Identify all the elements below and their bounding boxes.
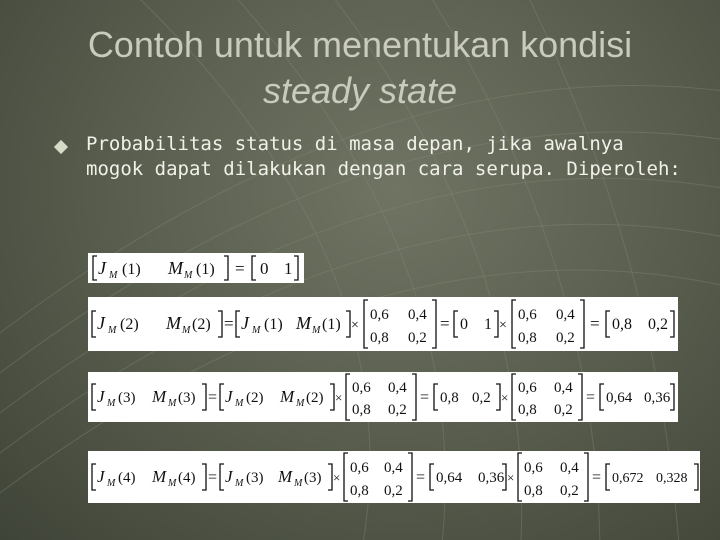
eq3-equals-3: = (586, 389, 596, 406)
eq4-times-2: × (507, 470, 515, 485)
eq3-prev-arg2: (2) (306, 390, 324, 406)
eq2-m1-p21: 0,8 (370, 330, 389, 346)
eq3-m1-p12: 0,4 (388, 380, 407, 396)
eq1-equals: = (235, 259, 245, 278)
eq3-j-sub: M (107, 398, 116, 409)
eq2-m2-p11: 0,6 (518, 307, 537, 323)
title-line-2: steady state (262, 70, 458, 111)
eq4-arg1: (4) (118, 470, 136, 486)
eq1-m: M (168, 258, 183, 278)
eq2-prev-arg1: (1) (264, 316, 283, 333)
eq2-equals-1: = (224, 314, 234, 333)
eq4-arg2: (4) (178, 470, 196, 486)
eq3-j: J (97, 387, 105, 406)
equation-2 (88, 297, 678, 351)
eq2-arg2: (2) (192, 316, 211, 333)
eq4-prev-arg2: (3) (304, 470, 322, 486)
eq3-prev-v2: 0,2 (472, 390, 491, 406)
eq3-m2-p11: 0,6 (518, 380, 537, 396)
eq2-prev-v2: 1 (484, 316, 492, 333)
eq4-m-prev-sub: M (294, 478, 303, 489)
eq4-result-1: 0,672 (612, 471, 644, 486)
eq1-arg1: (1) (122, 261, 141, 278)
eq4-prev-v1: 0,64 (436, 470, 463, 486)
eq3-m2-p21: 0,8 (518, 402, 537, 418)
eq3-result-2: 0,36 (644, 390, 671, 406)
eq4-j-prev-sub: M (235, 478, 244, 489)
eq1-j-sub: M (109, 270, 118, 281)
eq4-prev-arg1: (3) (246, 470, 264, 486)
eq4-prev-v2: 0,36 (478, 470, 505, 486)
eq3-m2-p22: 0,2 (554, 402, 573, 418)
eq2-m-sub: M (182, 325, 191, 336)
eq2-times-1: × (351, 318, 359, 333)
eq3-m: M (152, 387, 167, 406)
eq2-j-prev-sub: M (252, 325, 261, 336)
eq2-m: M (166, 313, 181, 333)
eq3-m-prev-sub: M (296, 398, 305, 409)
eq2-j-sub: M (108, 325, 117, 336)
eq1-v1: 0 (260, 259, 269, 278)
eq3-m-sub: M (168, 398, 177, 409)
eq4-m2-p11: 0,6 (524, 460, 543, 476)
title-line-1: Contoh untuk menentukan kondisi (87, 24, 633, 65)
eq4-m2-p12: 0,4 (560, 460, 579, 476)
eq3-times-1: × (335, 390, 343, 405)
eq3-arg1: (3) (118, 390, 136, 406)
eq4-equals-2: = (416, 469, 426, 486)
eq3-prev-arg1: (2) (246, 390, 264, 406)
eq4-m1-p11: 0,6 (350, 460, 369, 476)
eq3-m-prev: M (280, 387, 295, 406)
eq3-m2-p12: 0,4 (554, 380, 573, 396)
eq3-m1-p22: 0,2 (388, 402, 407, 418)
eq2-m2-p12: 0,4 (556, 307, 575, 323)
eq1-arg2: (1) (196, 261, 215, 278)
eq4-equals-3: = (592, 469, 602, 486)
eq2-m-prev-sub: M (312, 325, 321, 336)
eq4-m1-p21: 0,8 (350, 483, 369, 499)
eq2-equals-2: = (440, 314, 450, 333)
eq1-v2: 1 (284, 259, 293, 278)
eq4-j-prev: J (225, 467, 233, 486)
eq4-j: J (97, 467, 105, 486)
eq4-m1-p12: 0,4 (384, 460, 403, 476)
eq4-m-prev: M (278, 467, 293, 486)
eq2-m1-p12: 0,4 (408, 307, 427, 323)
eq2-prev-arg2: (1) (322, 316, 341, 333)
eq4-equals-1: = (208, 469, 218, 486)
equation-3 (88, 372, 678, 422)
eq2-m1-p11: 0,6 (370, 307, 389, 323)
equation-4 (88, 451, 700, 503)
eq2-m1-p22: 0,2 (408, 330, 427, 346)
eq3-result-1: 0,64 (606, 390, 633, 406)
eq4-m-sub: M (168, 478, 177, 489)
eq2-equals-3: = (590, 314, 600, 333)
eq3-m1-p11: 0,6 (352, 380, 371, 396)
eq4-m1-p22: 0,2 (384, 483, 403, 499)
equation-1 (88, 253, 304, 283)
eq3-j-prev: J (225, 387, 233, 406)
eq3-times-2: × (501, 390, 509, 405)
eq1-m-sub: M (184, 270, 193, 281)
eq2-prev-v1: 0 (460, 316, 468, 333)
eq1-j: J (98, 258, 106, 278)
eq2-result-1: 0,8 (612, 316, 632, 333)
eq2-j: J (97, 313, 105, 333)
eq3-prev-v1: 0,8 (440, 390, 459, 406)
eq3-j-prev-sub: M (235, 398, 244, 409)
eq2-arg1: (2) (120, 316, 139, 333)
eq2-m2-p21: 0,8 (518, 330, 537, 346)
eq3-m1-p21: 0,8 (352, 402, 371, 418)
eq4-m2-p21: 0,8 (524, 483, 543, 499)
eq2-result-2: 0,2 (648, 316, 668, 333)
eq4-times-1: × (333, 470, 341, 485)
eq4-m2-p22: 0,2 (560, 483, 579, 499)
eq2-j-prev: J (241, 313, 249, 333)
eq2-times-2: × (499, 318, 507, 333)
bullet-text: Probabilitas status di masa depan, jika awalnya mogok dapat dilakukan dengan cara serupa. Diperoleh: (86, 133, 681, 180)
eq2-m-prev: M (296, 313, 311, 333)
eq2-m2-p22: 0,2 (556, 330, 575, 346)
eq4-result-2: 0,328 (656, 471, 688, 486)
eq3-arg2: (3) (178, 390, 196, 406)
eq3-equals-2: = (420, 389, 430, 406)
slide-title (0, 22, 720, 114)
eq3-equals-1: = (208, 389, 218, 406)
eq4-j-sub: M (107, 478, 116, 489)
eq4-m: M (152, 467, 167, 486)
